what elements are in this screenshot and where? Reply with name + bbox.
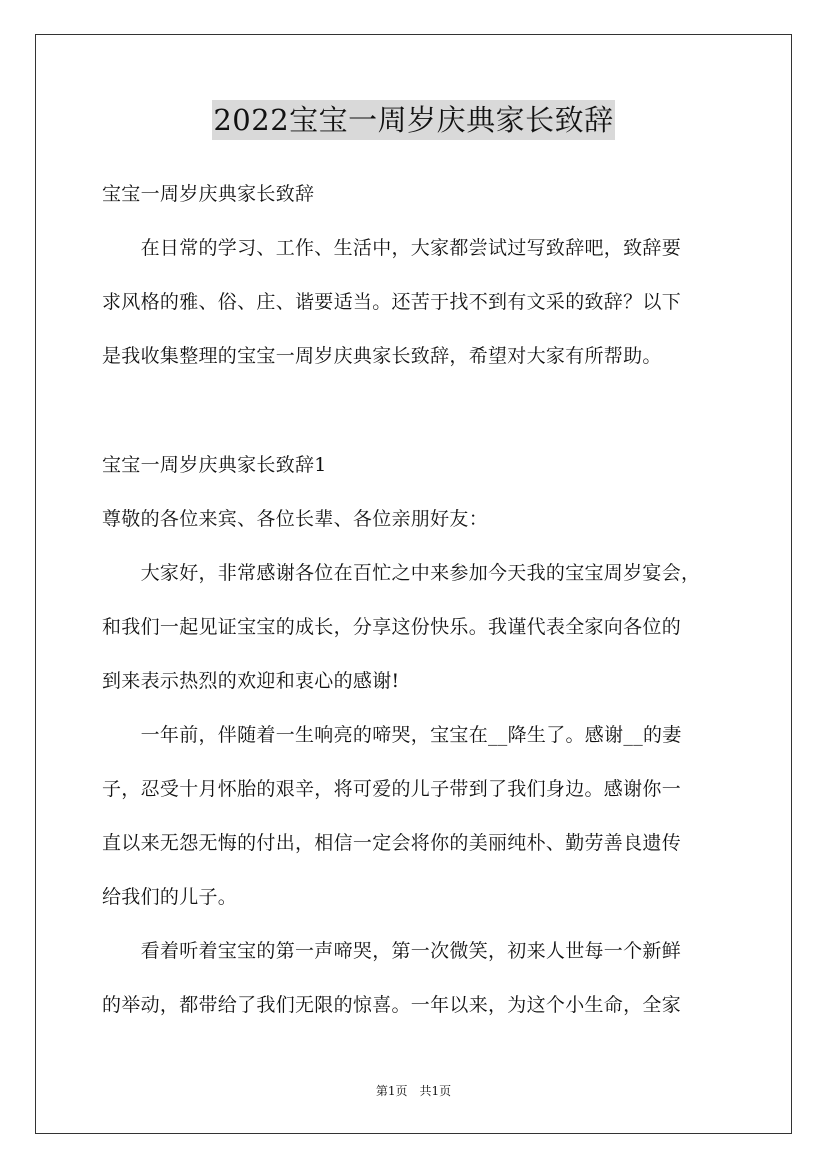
- para2-line-4: 给我们的儿子。: [102, 886, 238, 908]
- para3-line-1: 看着听着宝宝的第一声啼哭，第一次微笑，初来人世每一个新鲜: [102, 940, 682, 962]
- intro-line-3: 是我收集整理的宝宝一周岁庆典家长致辞，希望对大家有所帮助。: [102, 345, 662, 367]
- section-heading: 宝宝一周岁庆典家长致辞1: [102, 454, 327, 476]
- para2-line-3: 直以来无怨无悔的付出，相信一定会将你的美丽纯朴、勤劳善良遗传: [102, 832, 682, 854]
- para2-line-1: 一年前，伴随着一生响亮的啼哭，宝宝在__降生了。感谢__的妻: [102, 724, 682, 746]
- intro-line-1: 在日常的学习、工作、生活中，大家都尝试过写致辞吧，致辞要: [102, 237, 682, 259]
- document-title: 2022宝宝一周岁庆典家长致辞: [212, 100, 614, 140]
- intro-line-2: 求风格的雅、俗、庄、谐要适当。还苦于找不到有文采的致辞？以下: [102, 291, 682, 313]
- para1-line-3: 到来表示热烈的欢迎和衷心的感谢!: [102, 670, 400, 692]
- para1-line-1: 大家好，非常感谢各位在百忙之中来参加今天我的宝宝周岁宴会，: [102, 562, 701, 584]
- para1-line-2: 和我们一起见证宝宝的成长，分享这份快乐。我谨代表全家向各位的: [102, 616, 682, 638]
- page-number: 第1页 共1页: [375, 1084, 452, 1098]
- para3-line-2: 的举动，都带给了我们无限的惊喜。一年以来，为这个小生命，全家: [102, 994, 682, 1016]
- salutation: 尊敬的各位来宾、各位长辈、各位亲朋好友：: [102, 508, 489, 530]
- title-container: [0, 100, 827, 140]
- para2-line-2: 子，忍受十月怀胎的艰辛，将可爱的儿子带到了我们身边。感谢你一: [102, 778, 682, 800]
- document-subtitle: 宝宝一周岁庆典家长致辞: [102, 183, 315, 205]
